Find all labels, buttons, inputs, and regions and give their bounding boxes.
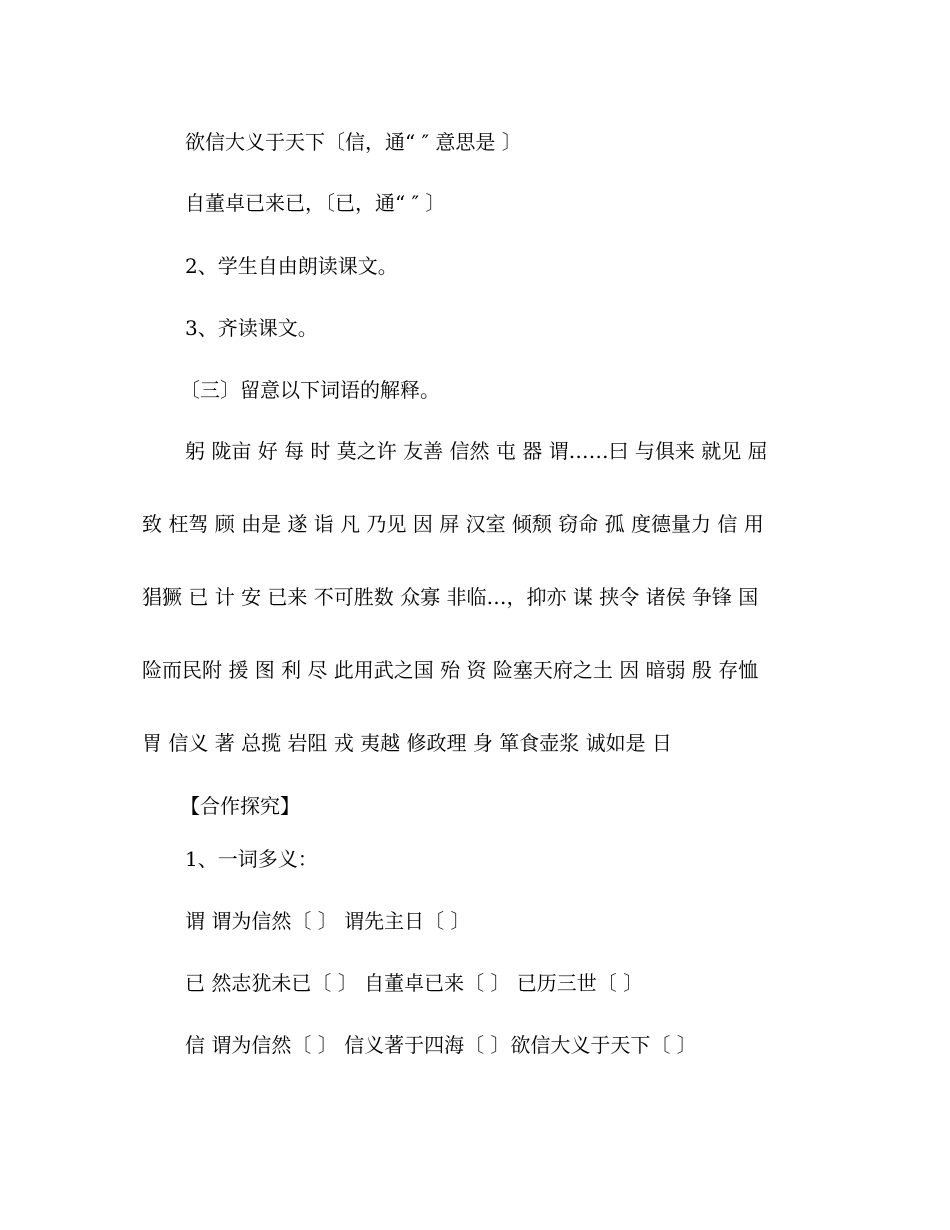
text-line-group-reading: 3、齐读课文。 [185, 316, 318, 340]
text-line-yi-tong: 自董卓已来已，〔已，通“ ″ 〕 [185, 191, 446, 215]
section-heading-cooperative-inquiry: 【合作探究】 [180, 794, 300, 818]
polysemy-line-wei: 谓 谓为信然〔 〕 谓先主日〔 〕 [185, 909, 471, 933]
vocab-line-2: 致 枉驾 顾 由是 遂 诣 凡 乃见 因 屏 汉室 倾颓 窃命 孤 度德量力 信 用 [142, 512, 764, 536]
vocab-line-5: 胃 信义 著 总揽 岩阻 戎 夷越 修政理 身 箪食壶浆 诚如是 日 [142, 731, 672, 755]
vocab-line-1: 躬 陇亩 好 每 时 莫之许 友善 信然 屯 器 谓……曰 与俱来 就见 屈 [185, 439, 768, 463]
text-line-xin-tong: 欲信大义于天下〔信，通“ ″ 意思是 〕 [185, 130, 522, 154]
section-heading-vocabulary: 〔三〕留意以下词语的解释。 [180, 378, 440, 402]
vocab-line-3: 猖獗 已 计 安 已来 不可胜数 众寡 非临…，抑亦 谋 挟令 诸侯 争锋 国 [142, 585, 759, 609]
text-line-free-reading: 2、学生自由朗读课文。 [185, 254, 398, 278]
polysemy-line-yi: 已 然志犹未已〔 〕 自董卓已来〔 〕 已历三世〔 〕 [185, 971, 644, 995]
polysemy-line-xin: 信 谓为信然〔 〕 信义著于四海〔 〕欲信大义于天下〔 〕 [185, 1033, 697, 1057]
vocab-line-4: 险而民附 援 图 利 尽 此用武之国 殆 资 险塞天府之土 因 暗弱 殷 存恤 [142, 658, 759, 682]
text-line-polysemy: 1、一词多义： [185, 847, 318, 871]
